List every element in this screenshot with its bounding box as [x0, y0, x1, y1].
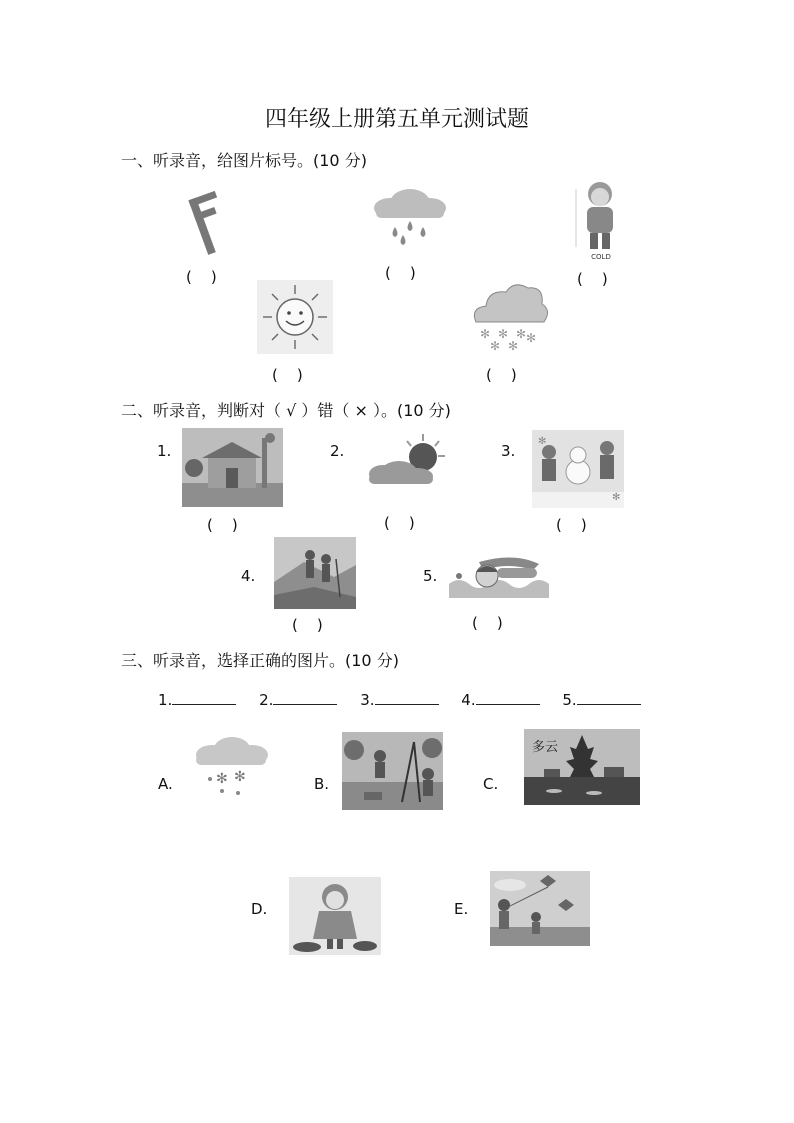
- svg-text:✻: ✻: [612, 492, 621, 503]
- svg-text:✻: ✻: [490, 339, 501, 353]
- svg-text:✻: ✻: [480, 327, 491, 341]
- answer-blank[interactable]: 2.: [259, 690, 337, 709]
- svg-text:✻: ✻: [234, 769, 246, 785]
- item-number: 5.: [423, 567, 438, 585]
- svg-text:✻: ✻: [498, 327, 509, 341]
- snowy-icon: [468, 280, 550, 354]
- option-label: D.: [251, 900, 268, 918]
- partly-cloudy-icon: [365, 432, 447, 488]
- svg-text:✻: ✻: [508, 339, 519, 353]
- answer-paren[interactable]: ( ): [272, 366, 303, 384]
- zoo-picture: [182, 428, 283, 507]
- swimming-picture: [449, 552, 549, 598]
- section-3-heading: 三、听录音，选择正确的图片。(10 分): [121, 651, 399, 670]
- answer-paren[interactable]: ( ): [207, 516, 238, 534]
- windy-icon: [183, 190, 233, 255]
- rain-coat-child-picture: [289, 877, 381, 955]
- svg-text:✻: ✻: [516, 327, 527, 341]
- svg-text:✻: ✻: [538, 436, 547, 447]
- svg-text:✻: ✻: [216, 771, 228, 787]
- item-number: 1.: [157, 442, 172, 460]
- answer-paren[interactable]: ( ): [384, 514, 415, 532]
- sunny-icon: [257, 280, 333, 354]
- section-2-heading: 二、听录音，判断对（ √ ）错（ × ）。(10 分): [121, 401, 451, 420]
- cloudy-label: 多云: [532, 740, 559, 755]
- answer-paren[interactable]: ( ): [292, 616, 323, 634]
- answer-paren[interactable]: ( ): [472, 614, 503, 632]
- hiking-picture: [274, 537, 356, 609]
- cold-label: COLD: [591, 253, 611, 261]
- page-title: 四年级上册第五单元测试题: [264, 107, 529, 132]
- rainy-icon: [370, 183, 450, 253]
- section-1-heading: 一、听录音，给图片标号。(10 分): [121, 151, 367, 170]
- answer-paren[interactable]: ( ): [486, 366, 517, 384]
- answer-blank[interactable]: 1.: [158, 690, 236, 709]
- flying-kite-picture: [490, 871, 590, 946]
- answer-paren[interactable]: ( ): [186, 268, 217, 286]
- answer-paren[interactable]: ( ): [385, 264, 416, 282]
- kids-playing-picture: [342, 732, 443, 810]
- cold-person-icon: [573, 177, 628, 262]
- answer-blank[interactable]: 3.: [360, 690, 438, 709]
- option-label: A.: [158, 775, 173, 793]
- answer-paren[interactable]: ( ): [577, 270, 608, 288]
- snow-cloud-icon: [192, 733, 270, 799]
- answer-blanks: [158, 690, 659, 709]
- item-number: 3.: [501, 442, 516, 460]
- answer-blank[interactable]: 4.: [461, 690, 539, 709]
- cloudy-city-picture: [524, 729, 640, 805]
- answer-paren[interactable]: ( ): [556, 516, 587, 534]
- item-number: 2.: [330, 442, 345, 460]
- option-label: B.: [314, 775, 330, 793]
- option-label: C.: [483, 775, 499, 793]
- answer-blank[interactable]: 5.: [562, 690, 640, 709]
- svg-text:✻: ✻: [526, 331, 537, 345]
- item-number: 4.: [241, 567, 256, 585]
- snowman-kids-picture: [532, 430, 624, 508]
- option-label: E.: [454, 900, 469, 918]
